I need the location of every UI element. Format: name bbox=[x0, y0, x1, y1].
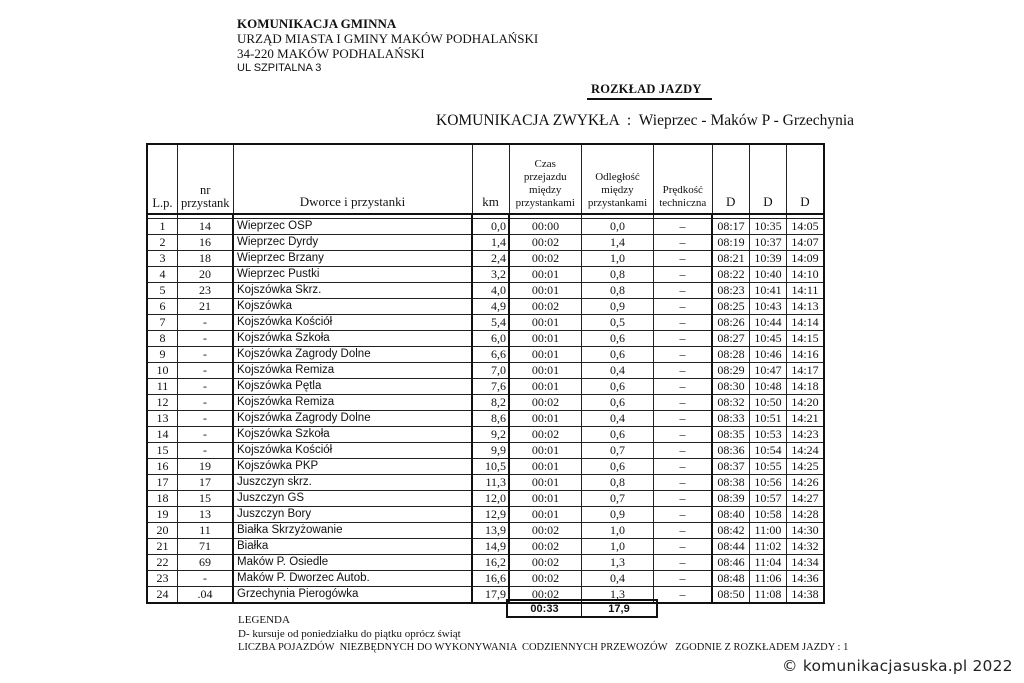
cell-distance: 1,0 bbox=[582, 523, 654, 539]
cell-km: 16,2 bbox=[472, 555, 509, 571]
route-separator: : bbox=[626, 112, 632, 129]
cell-travel-time: 00:01 bbox=[509, 491, 582, 507]
cell-speed: – bbox=[654, 523, 713, 539]
cell-km: 7,6 bbox=[472, 379, 509, 395]
cell-course-2-time: 11:04 bbox=[750, 555, 787, 571]
timetable-row bbox=[147, 475, 824, 491]
cell-course-3-time: 14:27 bbox=[787, 491, 825, 507]
cell-course-3-time: 14:30 bbox=[787, 523, 825, 539]
cell-travel-time: 00:01 bbox=[509, 411, 582, 427]
cell-km: 6,0 bbox=[472, 331, 509, 347]
cell-stop-number: 71 bbox=[178, 539, 234, 555]
cell-course-1-time: 08:48 bbox=[712, 571, 750, 587]
cell-course-2-time: 11:08 bbox=[750, 587, 787, 604]
cell-stop-number: 18 bbox=[178, 251, 234, 267]
cell-course-3-time: 14:10 bbox=[787, 267, 825, 283]
cell-km: 2,4 bbox=[472, 251, 509, 267]
cell-speed: – bbox=[654, 267, 713, 283]
cell-course-1-time: 08:42 bbox=[712, 523, 750, 539]
cell-km: 11,3 bbox=[472, 475, 509, 491]
cell-km: 1,4 bbox=[472, 235, 509, 251]
cell-km: 6,6 bbox=[472, 347, 509, 363]
cell-travel-time: 00:01 bbox=[509, 507, 582, 523]
cell-stop-name: Wieprzec OSP bbox=[233, 219, 472, 235]
cell-lp: 14 bbox=[147, 427, 178, 443]
cell-stop-number: 20 bbox=[178, 267, 234, 283]
cell-course-1-time: 08:35 bbox=[712, 427, 750, 443]
cell-travel-time: 00:02 bbox=[509, 523, 582, 539]
cell-distance: 0,5 bbox=[582, 315, 654, 331]
cell-km: 10,5 bbox=[472, 459, 509, 475]
cell-course-1-time: 08:28 bbox=[712, 347, 750, 363]
cell-stop-number: - bbox=[178, 411, 234, 427]
cell-speed: – bbox=[654, 459, 713, 475]
cell-course-1-time: 08:40 bbox=[712, 507, 750, 523]
cell-stop-name: Kojszówka Szkoła bbox=[233, 331, 472, 347]
cell-travel-time: 00:02 bbox=[509, 539, 582, 555]
cell-speed: – bbox=[654, 587, 713, 604]
cell-course-2-time: 10:54 bbox=[750, 443, 787, 459]
cell-lp: 3 bbox=[147, 251, 178, 267]
cell-travel-time: 00:01 bbox=[509, 315, 582, 331]
timetable-row bbox=[147, 267, 824, 283]
cell-course-3-time: 14:20 bbox=[787, 395, 825, 411]
operator-name: KOMUNIKACJA GMINNA bbox=[237, 16, 397, 31]
cell-travel-time: 00:02 bbox=[509, 251, 582, 267]
cell-stop-name: Juszczyn skrz. bbox=[233, 475, 472, 491]
cell-stop-name: Kojszówka Pętla bbox=[233, 379, 472, 395]
cell-distance: 0,9 bbox=[582, 507, 654, 523]
cell-speed: – bbox=[654, 363, 713, 379]
cell-course-2-time: 11:02 bbox=[750, 539, 787, 555]
total-travel-time: 00:33 bbox=[507, 600, 582, 617]
cell-lp: 10 bbox=[147, 363, 178, 379]
cell-course-3-time: 14:07 bbox=[787, 235, 825, 251]
cell-speed: – bbox=[654, 571, 713, 587]
cell-stop-number: 21 bbox=[178, 299, 234, 315]
timetable-row bbox=[147, 539, 824, 555]
document-title: ROZKŁAD JAZDY bbox=[591, 82, 702, 96]
cell-course-2-time: 10:41 bbox=[750, 283, 787, 299]
cell-course-3-time: 14:28 bbox=[787, 507, 825, 523]
route-heading bbox=[436, 112, 854, 130]
cell-speed: – bbox=[654, 251, 713, 267]
timetable-row bbox=[147, 379, 824, 395]
cell-course-2-time: 10:50 bbox=[750, 395, 787, 411]
timetable-header-row bbox=[147, 144, 824, 214]
cell-distance: 0,8 bbox=[582, 283, 654, 299]
cell-stop-number: 13 bbox=[178, 507, 234, 523]
cell-distance: 0,7 bbox=[582, 443, 654, 459]
cell-stop-name: Białka bbox=[233, 539, 472, 555]
cell-course-3-time: 14:21 bbox=[787, 411, 825, 427]
cell-distance: 1,0 bbox=[582, 539, 654, 555]
cell-stop-number: .04 bbox=[178, 587, 234, 604]
cell-stop-name: Kojszówka Skrz. bbox=[233, 283, 472, 299]
timetable-row bbox=[147, 283, 824, 299]
cell-course-3-time: 14:26 bbox=[787, 475, 825, 491]
cell-course-3-time: 14:36 bbox=[787, 571, 825, 587]
cell-stop-number: 19 bbox=[178, 459, 234, 475]
cell-travel-time: 00:02 bbox=[509, 555, 582, 571]
cell-stop-name: Kojszówka Remiza bbox=[233, 395, 472, 411]
cell-course-1-time: 08:21 bbox=[712, 251, 750, 267]
timetable-row bbox=[147, 347, 824, 363]
timetable-row bbox=[147, 491, 824, 507]
cell-stop-number: 16 bbox=[178, 235, 234, 251]
cell-course-3-time: 14:16 bbox=[787, 347, 825, 363]
cell-course-2-time: 10:55 bbox=[750, 459, 787, 475]
cell-distance: 0,4 bbox=[582, 363, 654, 379]
cell-stop-number: - bbox=[178, 443, 234, 459]
col-course-2: D bbox=[750, 144, 787, 214]
cell-lp: 18 bbox=[147, 491, 178, 507]
cell-distance: 1,0 bbox=[582, 251, 654, 267]
cell-course-2-time: 10:35 bbox=[750, 219, 787, 235]
cell-speed: – bbox=[654, 491, 713, 507]
cell-km: 8,2 bbox=[472, 395, 509, 411]
cell-distance: 0,6 bbox=[582, 379, 654, 395]
cell-km: 13,9 bbox=[472, 523, 509, 539]
cell-km: 16,6 bbox=[472, 571, 509, 587]
col-km: km bbox=[472, 144, 509, 214]
route-name: Wieprzec - Maków P - Grzechynia bbox=[638, 112, 855, 129]
cell-stop-number: 14 bbox=[178, 219, 234, 235]
cell-stop-name: Kojszówka Zagrody Dolne bbox=[233, 411, 472, 427]
timetable-row bbox=[147, 363, 824, 379]
cell-course-2-time: 10:58 bbox=[750, 507, 787, 523]
cell-speed: – bbox=[654, 555, 713, 571]
cell-distance: 0,4 bbox=[582, 411, 654, 427]
cell-course-2-time: 10:46 bbox=[750, 347, 787, 363]
cell-travel-time: 00:02 bbox=[509, 395, 582, 411]
cell-course-1-time: 08:36 bbox=[712, 443, 750, 459]
cell-course-2-time: 10:45 bbox=[750, 331, 787, 347]
timetable-row bbox=[147, 395, 824, 411]
cell-travel-time: 00:01 bbox=[509, 475, 582, 491]
timetable-row bbox=[147, 251, 824, 267]
cell-distance: 0,4 bbox=[582, 571, 654, 587]
col-stop-number: nr przystank bbox=[178, 144, 234, 214]
cell-stop-number: 11 bbox=[178, 523, 234, 539]
cell-lp: 23 bbox=[147, 571, 178, 587]
cell-course-3-time: 14:24 bbox=[787, 443, 825, 459]
cell-course-1-time: 08:26 bbox=[712, 315, 750, 331]
cell-stop-name: Kojszówka Remiza bbox=[233, 363, 472, 379]
cell-speed: – bbox=[654, 331, 713, 347]
cell-course-2-time: 10:53 bbox=[750, 427, 787, 443]
title-underline bbox=[587, 98, 712, 100]
cell-course-2-time: 10:40 bbox=[750, 267, 787, 283]
cell-distance: 1,4 bbox=[582, 235, 654, 251]
operator-header bbox=[237, 16, 538, 76]
cell-distance: 1,3 bbox=[582, 555, 654, 571]
cell-course-2-time: 11:00 bbox=[750, 523, 787, 539]
cell-course-2-time: 10:39 bbox=[750, 251, 787, 267]
cell-km: 4,0 bbox=[472, 283, 509, 299]
cell-km: 5,4 bbox=[472, 315, 509, 331]
cell-course-3-time: 14:14 bbox=[787, 315, 825, 331]
cell-distance: 0,8 bbox=[582, 475, 654, 491]
cell-course-2-time: 11:06 bbox=[750, 571, 787, 587]
cell-course-3-time: 14:11 bbox=[787, 283, 825, 299]
cell-course-3-time: 14:17 bbox=[787, 363, 825, 379]
cell-stop-name: Wieprzec Pustki bbox=[233, 267, 472, 283]
cell-course-1-time: 08:19 bbox=[712, 235, 750, 251]
postal-address: 34-220 MAKÓW PODHALAŃSKI bbox=[237, 46, 425, 61]
cell-lp: 15 bbox=[147, 443, 178, 459]
cell-distance: 0,9 bbox=[582, 299, 654, 315]
cell-course-1-time: 08:37 bbox=[712, 459, 750, 475]
cell-km: 12,9 bbox=[472, 507, 509, 523]
cell-travel-time: 00:02 bbox=[509, 299, 582, 315]
cell-travel-time: 00:01 bbox=[509, 443, 582, 459]
cell-lp: 13 bbox=[147, 411, 178, 427]
cell-course-1-time: 08:39 bbox=[712, 491, 750, 507]
cell-stop-name: Wieprzec Dyrdy bbox=[233, 235, 472, 251]
cell-travel-time: 00:01 bbox=[509, 347, 582, 363]
timetable-row bbox=[147, 331, 824, 347]
route-type: KOMUNIKACJA ZWYKŁA bbox=[436, 112, 619, 129]
cell-lp: 11 bbox=[147, 379, 178, 395]
cell-travel-time: 00:01 bbox=[509, 379, 582, 395]
legend-d-note: D- kursuje od poniedziałku do piątku oprócz świąt bbox=[238, 627, 461, 640]
timetable-row bbox=[147, 299, 824, 315]
legend-vehicles-note: LICZBA POJAZDÓW NIEZBĘDNYCH DO WYKONYWANIA CODZIENNYCH PRZEWOZÓW ZGODNIE Z ROZKŁADEM JAZDY : 1 bbox=[238, 642, 849, 653]
cell-course-1-time: 08:46 bbox=[712, 555, 750, 571]
cell-stop-name: Kojszówka Kościół bbox=[233, 443, 472, 459]
watermark-copyright: © komunikacjasuska.pl 2022 bbox=[782, 657, 1013, 675]
cell-course-1-time: 08:17 bbox=[712, 219, 750, 235]
cell-course-3-time: 14:25 bbox=[787, 459, 825, 475]
cell-travel-time: 00:01 bbox=[509, 331, 582, 347]
cell-km: 0,0 bbox=[472, 219, 509, 235]
cell-distance: 0,6 bbox=[582, 459, 654, 475]
cell-course-3-time: 14:38 bbox=[787, 587, 825, 604]
cell-course-1-time: 08:44 bbox=[712, 539, 750, 555]
timetable-row bbox=[147, 219, 824, 235]
cell-stop-number: 23 bbox=[178, 283, 234, 299]
cell-lp: 4 bbox=[147, 267, 178, 283]
cell-stop-number: - bbox=[178, 331, 234, 347]
cell-lp: 17 bbox=[147, 475, 178, 491]
cell-course-2-time: 10:56 bbox=[750, 475, 787, 491]
cell-km: 3,2 bbox=[472, 267, 509, 283]
cell-course-3-time: 14:13 bbox=[787, 299, 825, 315]
cell-travel-time: 00:02 bbox=[509, 571, 582, 587]
cell-lp: 19 bbox=[147, 507, 178, 523]
street-address: UL SZPITALNA 3 bbox=[237, 62, 322, 74]
cell-course-3-time: 14:18 bbox=[787, 379, 825, 395]
cell-course-2-time: 10:44 bbox=[750, 315, 787, 331]
cell-course-1-time: 08:38 bbox=[712, 475, 750, 491]
cell-lp: 1 bbox=[147, 219, 178, 235]
cell-km: 9,9 bbox=[472, 443, 509, 459]
cell-stop-name: Kojszówka bbox=[233, 299, 472, 315]
cell-stop-name: Wieprzec Brzany bbox=[233, 251, 472, 267]
timetable-body bbox=[147, 214, 824, 603]
cell-course-2-time: 10:48 bbox=[750, 379, 787, 395]
cell-lp: 6 bbox=[147, 299, 178, 315]
cell-lp: 16 bbox=[147, 459, 178, 475]
timetable-row bbox=[147, 523, 824, 539]
cell-stop-number: 17 bbox=[178, 475, 234, 491]
col-lp: L.p. bbox=[147, 144, 178, 214]
cell-speed: – bbox=[654, 219, 713, 235]
cell-course-2-time: 10:51 bbox=[750, 411, 787, 427]
cell-speed: – bbox=[654, 411, 713, 427]
cell-course-2-time: 10:37 bbox=[750, 235, 787, 251]
timetable-row bbox=[147, 459, 824, 475]
timetable-row bbox=[147, 427, 824, 443]
cell-course-3-time: 14:23 bbox=[787, 427, 825, 443]
cell-km: 7,0 bbox=[472, 363, 509, 379]
timetable-row bbox=[147, 587, 824, 604]
legend bbox=[238, 614, 848, 655]
cell-stop-name: Kojszówka PKP bbox=[233, 459, 472, 475]
cell-speed: – bbox=[654, 347, 713, 363]
cell-speed: – bbox=[654, 283, 713, 299]
cell-distance: 1,3 bbox=[582, 587, 654, 604]
cell-lp: 5 bbox=[147, 283, 178, 299]
cell-lp: 20 bbox=[147, 523, 178, 539]
cell-speed: – bbox=[654, 235, 713, 251]
cell-lp: 22 bbox=[147, 555, 178, 571]
cell-stop-number: - bbox=[178, 363, 234, 379]
cell-stop-name: Maków P. Osiedle bbox=[233, 555, 472, 571]
cell-speed: – bbox=[654, 475, 713, 491]
cell-distance: 0,6 bbox=[582, 395, 654, 411]
cell-travel-time: 00:01 bbox=[509, 363, 582, 379]
cell-stop-name: Maków P. Dworzec Autob. bbox=[233, 571, 472, 587]
cell-course-2-time: 10:47 bbox=[750, 363, 787, 379]
col-course-3: D bbox=[787, 144, 825, 214]
cell-distance: 0,6 bbox=[582, 347, 654, 363]
col-course-1: D bbox=[712, 144, 750, 214]
cell-course-1-time: 08:33 bbox=[712, 411, 750, 427]
cell-km: 9,2 bbox=[472, 427, 509, 443]
cell-speed: – bbox=[654, 443, 713, 459]
cell-stop-number: 15 bbox=[178, 491, 234, 507]
cell-course-1-time: 08:23 bbox=[712, 283, 750, 299]
cell-speed: – bbox=[654, 379, 713, 395]
cell-speed: – bbox=[654, 507, 713, 523]
timetable-row bbox=[147, 443, 824, 459]
cell-course-1-time: 08:32 bbox=[712, 395, 750, 411]
office-name: URZĄD MIASTA I GMINY MAKÓW PODHALAŃSKI bbox=[237, 31, 539, 46]
cell-travel-time: 00:01 bbox=[509, 283, 582, 299]
cell-stop-name: Juszczyn GS bbox=[233, 491, 472, 507]
cell-stop-number: - bbox=[178, 315, 234, 331]
cell-lp: 8 bbox=[147, 331, 178, 347]
cell-course-3-time: 14:15 bbox=[787, 331, 825, 347]
cell-stop-name: Grzechynia Pierogówka bbox=[233, 587, 472, 604]
cell-travel-time: 00:02 bbox=[509, 587, 582, 604]
cell-lp: 2 bbox=[147, 235, 178, 251]
cell-distance: 0,7 bbox=[582, 491, 654, 507]
cell-course-1-time: 08:27 bbox=[712, 331, 750, 347]
cell-stop-name: Białka Skrzyżowanie bbox=[233, 523, 472, 539]
cell-distance: 0,0 bbox=[582, 219, 654, 235]
cell-km: 12,0 bbox=[472, 491, 509, 507]
cell-stop-number: - bbox=[178, 571, 234, 587]
cell-speed: – bbox=[654, 315, 713, 331]
cell-stop-name: Kojszówka Zagrody Dolne bbox=[233, 347, 472, 363]
cell-km: 14,9 bbox=[472, 539, 509, 555]
cell-course-1-time: 08:22 bbox=[712, 267, 750, 283]
cell-km: 17,9 bbox=[472, 587, 509, 604]
cell-course-1-time: 08:30 bbox=[712, 379, 750, 395]
cell-course-3-time: 14:05 bbox=[787, 219, 825, 235]
cell-lp: 24 bbox=[147, 587, 178, 604]
cell-speed: – bbox=[654, 395, 713, 411]
cell-lp: 9 bbox=[147, 347, 178, 363]
cell-travel-time: 00:00 bbox=[509, 219, 582, 235]
cell-lp: 12 bbox=[147, 395, 178, 411]
cell-stop-number: 69 bbox=[178, 555, 234, 571]
total-distance: 17,9 bbox=[582, 600, 658, 617]
cell-distance: 0,6 bbox=[582, 331, 654, 347]
timetable-row bbox=[147, 571, 824, 587]
cell-speed: – bbox=[654, 539, 713, 555]
cell-course-1-time: 08:29 bbox=[712, 363, 750, 379]
cell-travel-time: 00:01 bbox=[509, 459, 582, 475]
timetable-row bbox=[147, 555, 824, 571]
timetable-row bbox=[147, 315, 824, 331]
cell-lp: 21 bbox=[147, 539, 178, 555]
cell-travel-time: 00:01 bbox=[509, 267, 582, 283]
col-speed: Prędkość techniczna bbox=[654, 144, 713, 214]
timetable-row bbox=[147, 235, 824, 251]
cell-course-2-time: 10:57 bbox=[750, 491, 787, 507]
col-travel-time: Czas przejazdu między przystankami bbox=[509, 144, 582, 214]
cell-distance: 0,6 bbox=[582, 427, 654, 443]
cell-course-1-time: 08:25 bbox=[712, 299, 750, 315]
cell-stop-number: - bbox=[178, 379, 234, 395]
cell-travel-time: 00:02 bbox=[509, 427, 582, 443]
cell-stop-name: Kojszówka Szkoła bbox=[233, 427, 472, 443]
cell-stop-number: - bbox=[178, 347, 234, 363]
legend-title: LEGENDA bbox=[238, 614, 290, 626]
cell-lp: 7 bbox=[147, 315, 178, 331]
cell-speed: – bbox=[654, 427, 713, 443]
cell-course-3-time: 14:32 bbox=[787, 539, 825, 555]
timetable-row bbox=[147, 411, 824, 427]
cell-km: 4,9 bbox=[472, 299, 509, 315]
cell-travel-time: 00:02 bbox=[509, 235, 582, 251]
cell-course-3-time: 14:09 bbox=[787, 251, 825, 267]
cell-course-3-time: 14:34 bbox=[787, 555, 825, 571]
col-distance: Odległość między przystankami bbox=[582, 144, 654, 214]
cell-km: 8,6 bbox=[472, 411, 509, 427]
timetable-row bbox=[147, 507, 824, 523]
timetable bbox=[146, 143, 825, 604]
cell-speed: – bbox=[654, 299, 713, 315]
cell-stop-name: Kojszówka Kościół bbox=[233, 315, 472, 331]
cell-course-1-time: 08:50 bbox=[712, 587, 750, 604]
cell-stop-name: Juszczyn Bory bbox=[233, 507, 472, 523]
cell-stop-number: - bbox=[178, 427, 234, 443]
col-stop-name: Dworce i przystanki bbox=[233, 144, 472, 214]
cell-distance: 0,8 bbox=[582, 267, 654, 283]
cell-stop-number: - bbox=[178, 395, 234, 411]
cell-course-2-time: 10:43 bbox=[750, 299, 787, 315]
